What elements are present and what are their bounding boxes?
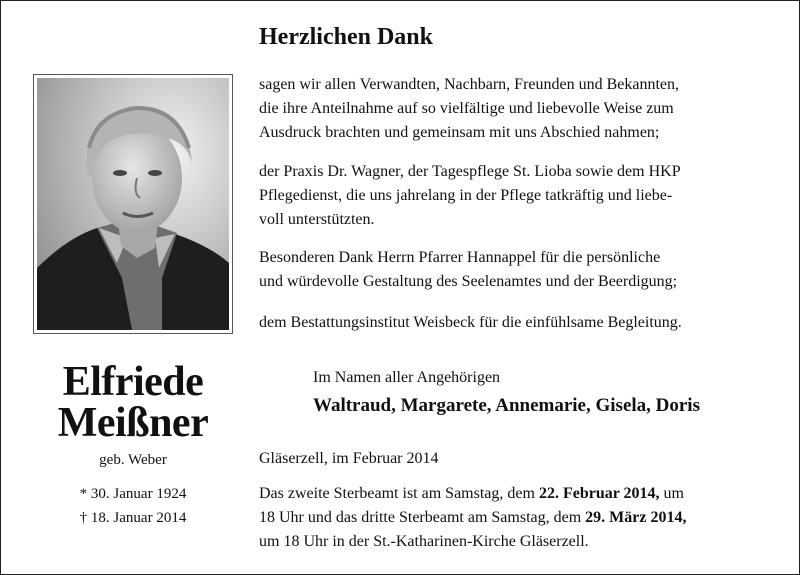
portrait-photo [37,78,229,330]
signature-names: Waltraud, Margarete, Annemarie, Gisela, Doris [313,395,700,416]
thanks-paragraph-relatives [259,73,779,145]
text-segment: Das zweite Sterbeamt ist am Samstag, dem [259,485,539,502]
text-line: dem Bestattungsinstitut Weisbeck für die einfühlsame Begleitung. [259,314,682,331]
place-date: Gläserzell, im Februar 2014 [259,450,439,467]
text-line: Ausdruck brachten und gemeinsam mit uns Abschied nahmen; [259,124,660,141]
text-segment: um [659,485,684,502]
text-line: Besonderen Dank Herrn Pfarrer Hannappel für die persönliche [259,249,661,266]
service-announcement [259,482,779,554]
thanks-paragraph-funeral-home [259,311,779,335]
text-line: voll unterstützten. [259,211,375,228]
text-line: Pflegedienst, die uns jahrelang in der Pflege tatkräftig und liebe- [259,187,673,204]
service-date-1: 22. Februar 2014, [538,485,660,502]
text-line: um 18 Uhr in der St.-Katharinen-Kirche Gläserzell. [259,533,589,550]
service-date-2: 29. März 2014, [585,509,687,526]
thanks-paragraph-pastor [259,246,779,294]
notice-heading: Herzlichen Dank [259,24,433,50]
portrait-frame [33,74,233,334]
text-line: die ihre Anteilnahme auf so vielfältige und liebevolle Weise zum [259,100,674,117]
signature-intro: Im Namen aller Angehörigen [313,369,501,386]
text-line: sagen wir allen Verwandten, Nachbarn, Freunden und Bekannten, [259,76,680,93]
deceased-last-name: Meißner [57,400,209,446]
text-line: und würdevolle Gestaltung des Seelenamtes und der Beerdigung; [259,273,678,290]
text-line: der Praxis Dr. Wagner, der Tagespflege St. Lioba sowie dem HKP [259,163,681,180]
deceased-first-name: Elfriede [62,359,204,405]
birth-date: * 30. Januar 1924 [79,486,187,502]
death-date: † 18. Januar 2014 [79,510,187,526]
text-segment: 18 Uhr und das dritte Sterbeamt am Samstag, dem [259,509,586,526]
thanks-paragraph-care [259,160,779,232]
maiden-name: geb. Weber [99,452,167,468]
